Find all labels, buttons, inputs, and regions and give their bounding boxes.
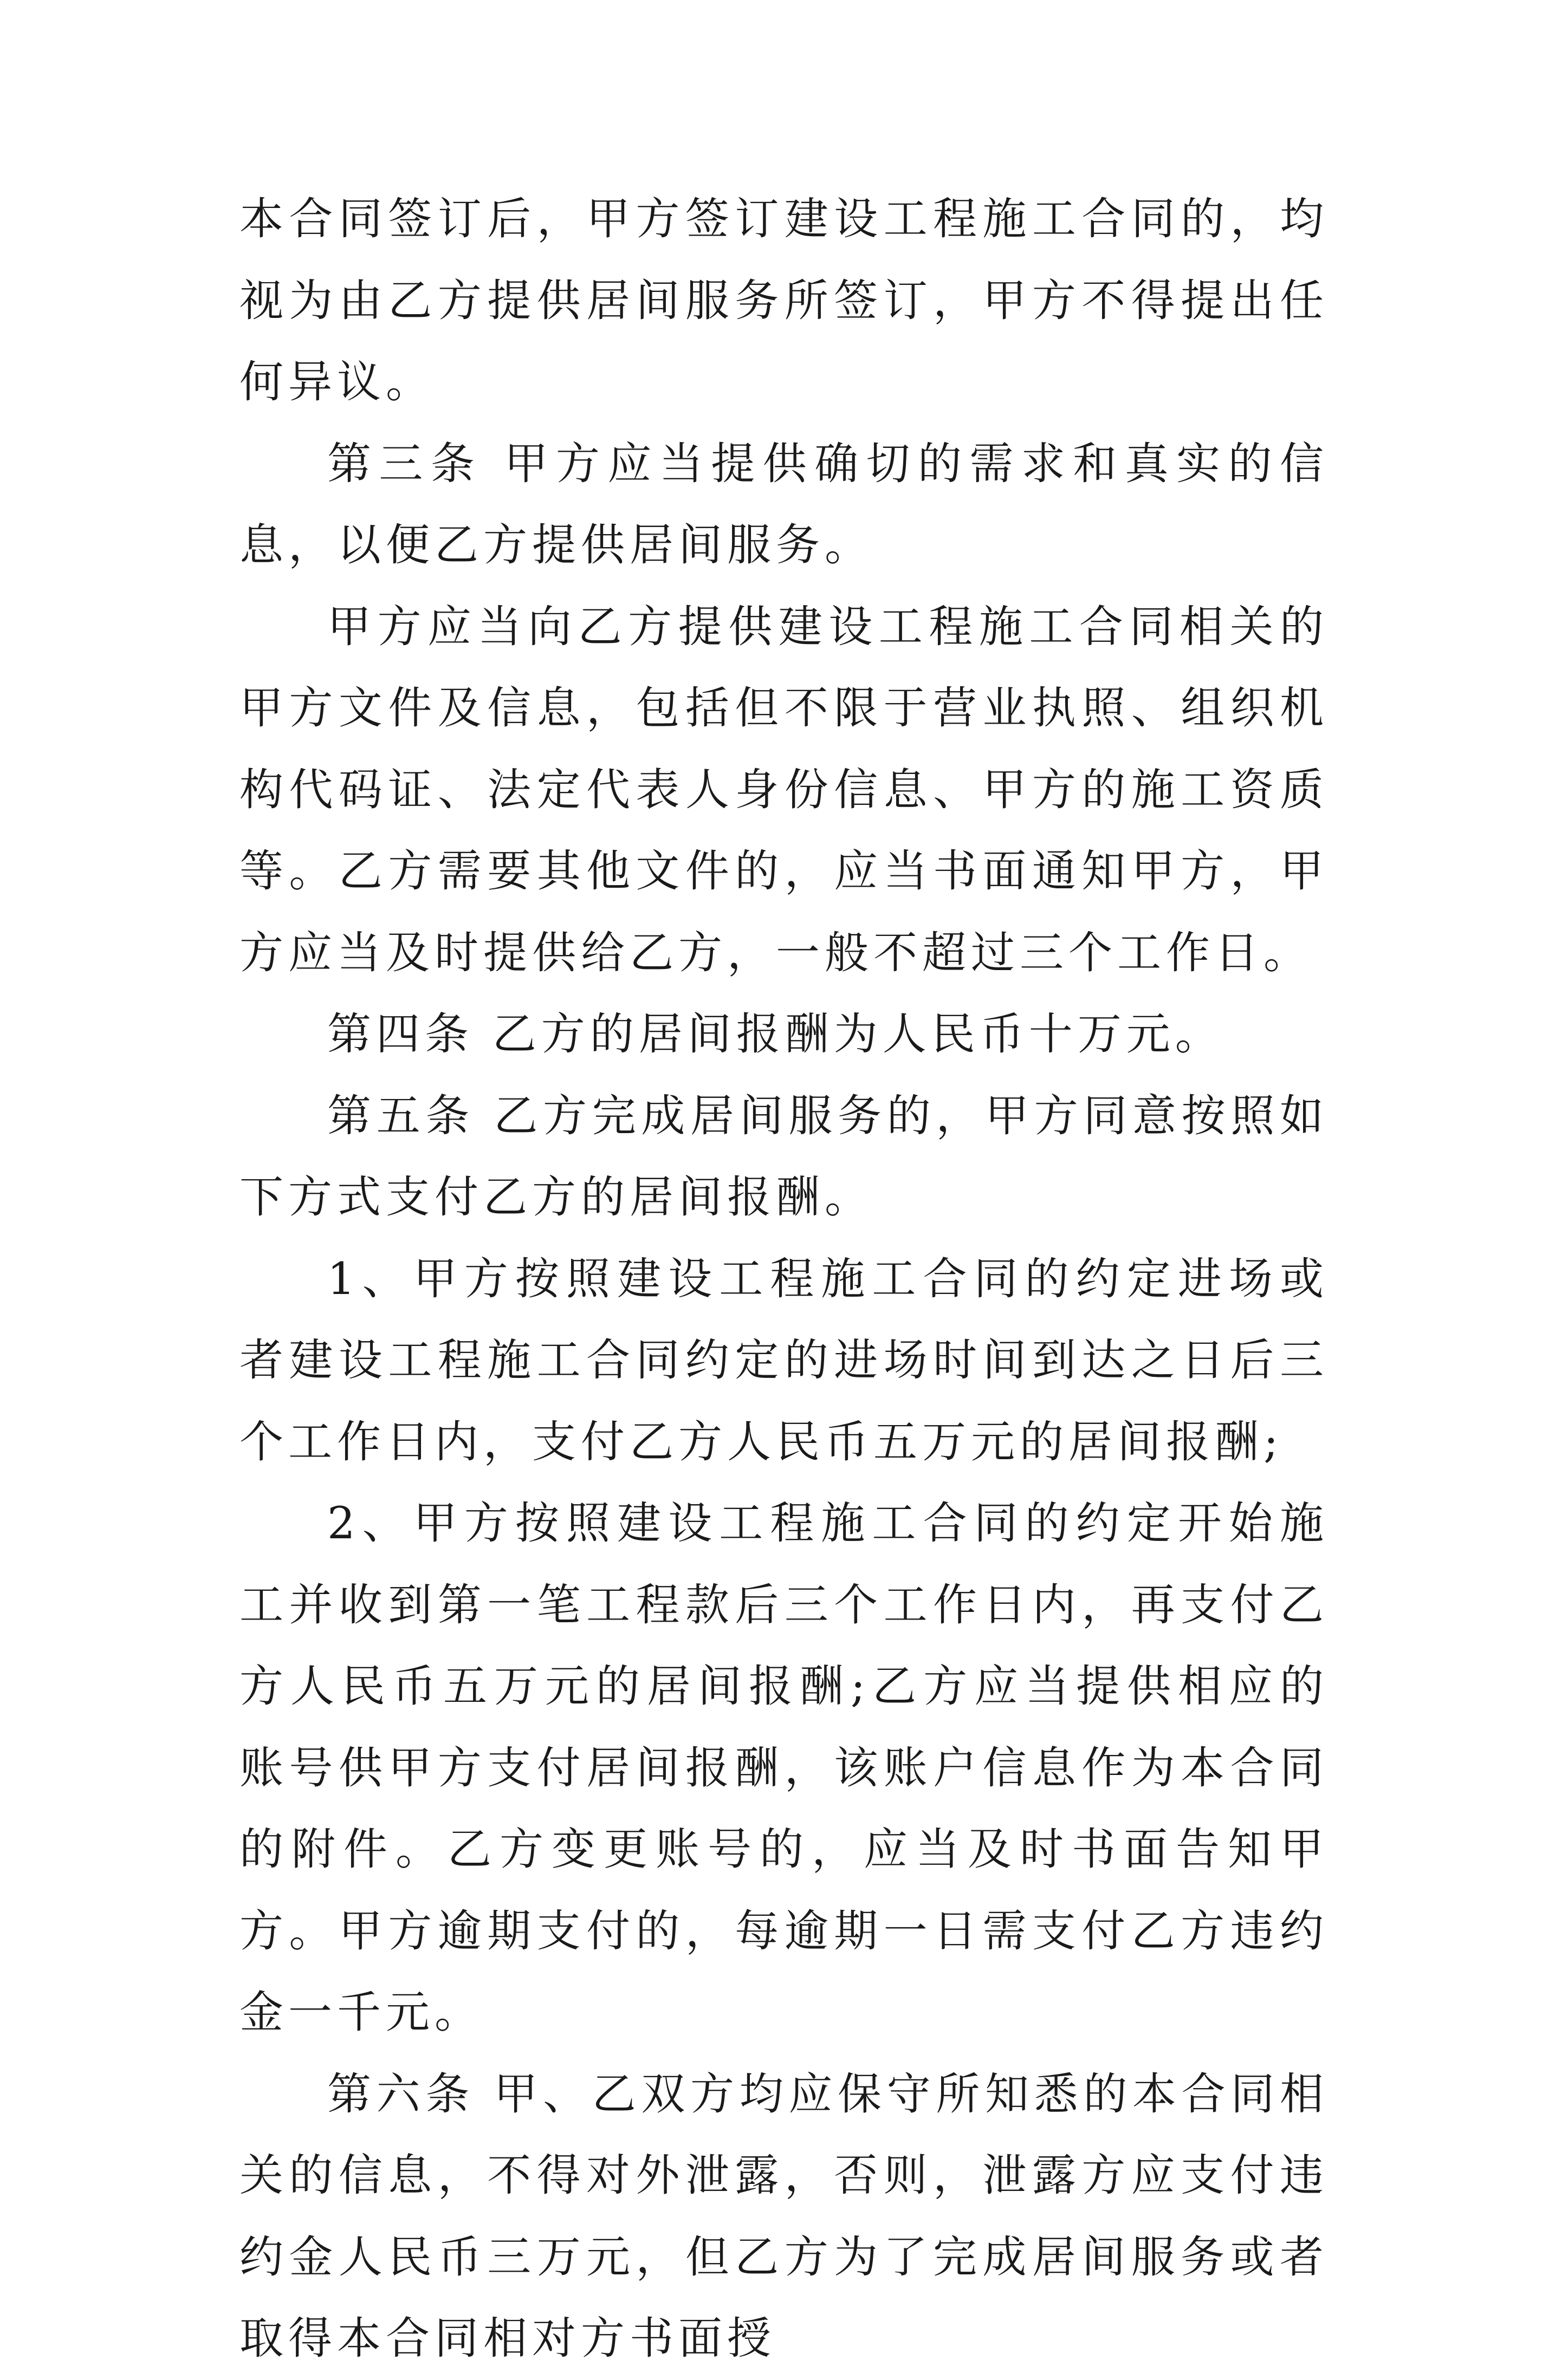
paragraph-continuation: 本合同签订后，甲方签订建设工程施工合同的，均视为由乙方提供居间服务所签订，甲方不得提出任何异议。 xyxy=(239,194,1329,408)
paragraph-article-4: 第四条 乙方的居间报酬为人民币十万元。 xyxy=(327,1009,1224,1060)
paragraph-article-5: 第五条 乙方完成居间服务的，甲方同意按照如下方式支付乙方的居间报酬。 xyxy=(239,1090,1329,1223)
paragraph-article-6: 第六条 甲、乙双方均应保守所知悉的本合同相关的信息，不得对外泄露，否则，泄露方应支付违约金人民币三万元，但乙方为了完成居间服务或者取得本合同相对方书面授 xyxy=(239,2069,1329,2364)
paragraph-article-3-documents: 甲方应当向乙方提供建设工程施工合同相关的甲方文件及信息，包括但不限于营业执照、组织机构代码证、法定代表人身份信息、甲方的施工资质等。乙方需要其他文件的，应当书面通知甲方，甲方应当及时提供给乙方，一般不超过三个工作日。 xyxy=(239,601,1329,979)
paragraph-article-3: 第三条 甲方应当提供确切的需求和真实的信息，以便乙方提供居间服务。 xyxy=(239,438,1329,571)
paragraph-article-5-item-2: 2、甲方按照建设工程施工合同的约定开始施工并收到第一笔工程款后三个工作日内，再支付乙方人民币五万元的居间报酬;乙方应当提供相应的账号供甲方支付居间报酬，该账户信息作为本合同的附件。乙方变更账号的，应当及时书面告知甲方。甲方逾期支付的，每逾期一日需支付乙方违约金一千元。 xyxy=(239,1498,1329,2038)
document-body xyxy=(239,179,1329,2380)
paragraph-article-5-item-1: 1、甲方按照建设工程施工合同的约定进场或者建设工程施工合同约定的进场时间到达之日后三个工作日内，支付乙方人民币五万元的居间报酬; xyxy=(239,1253,1329,1468)
